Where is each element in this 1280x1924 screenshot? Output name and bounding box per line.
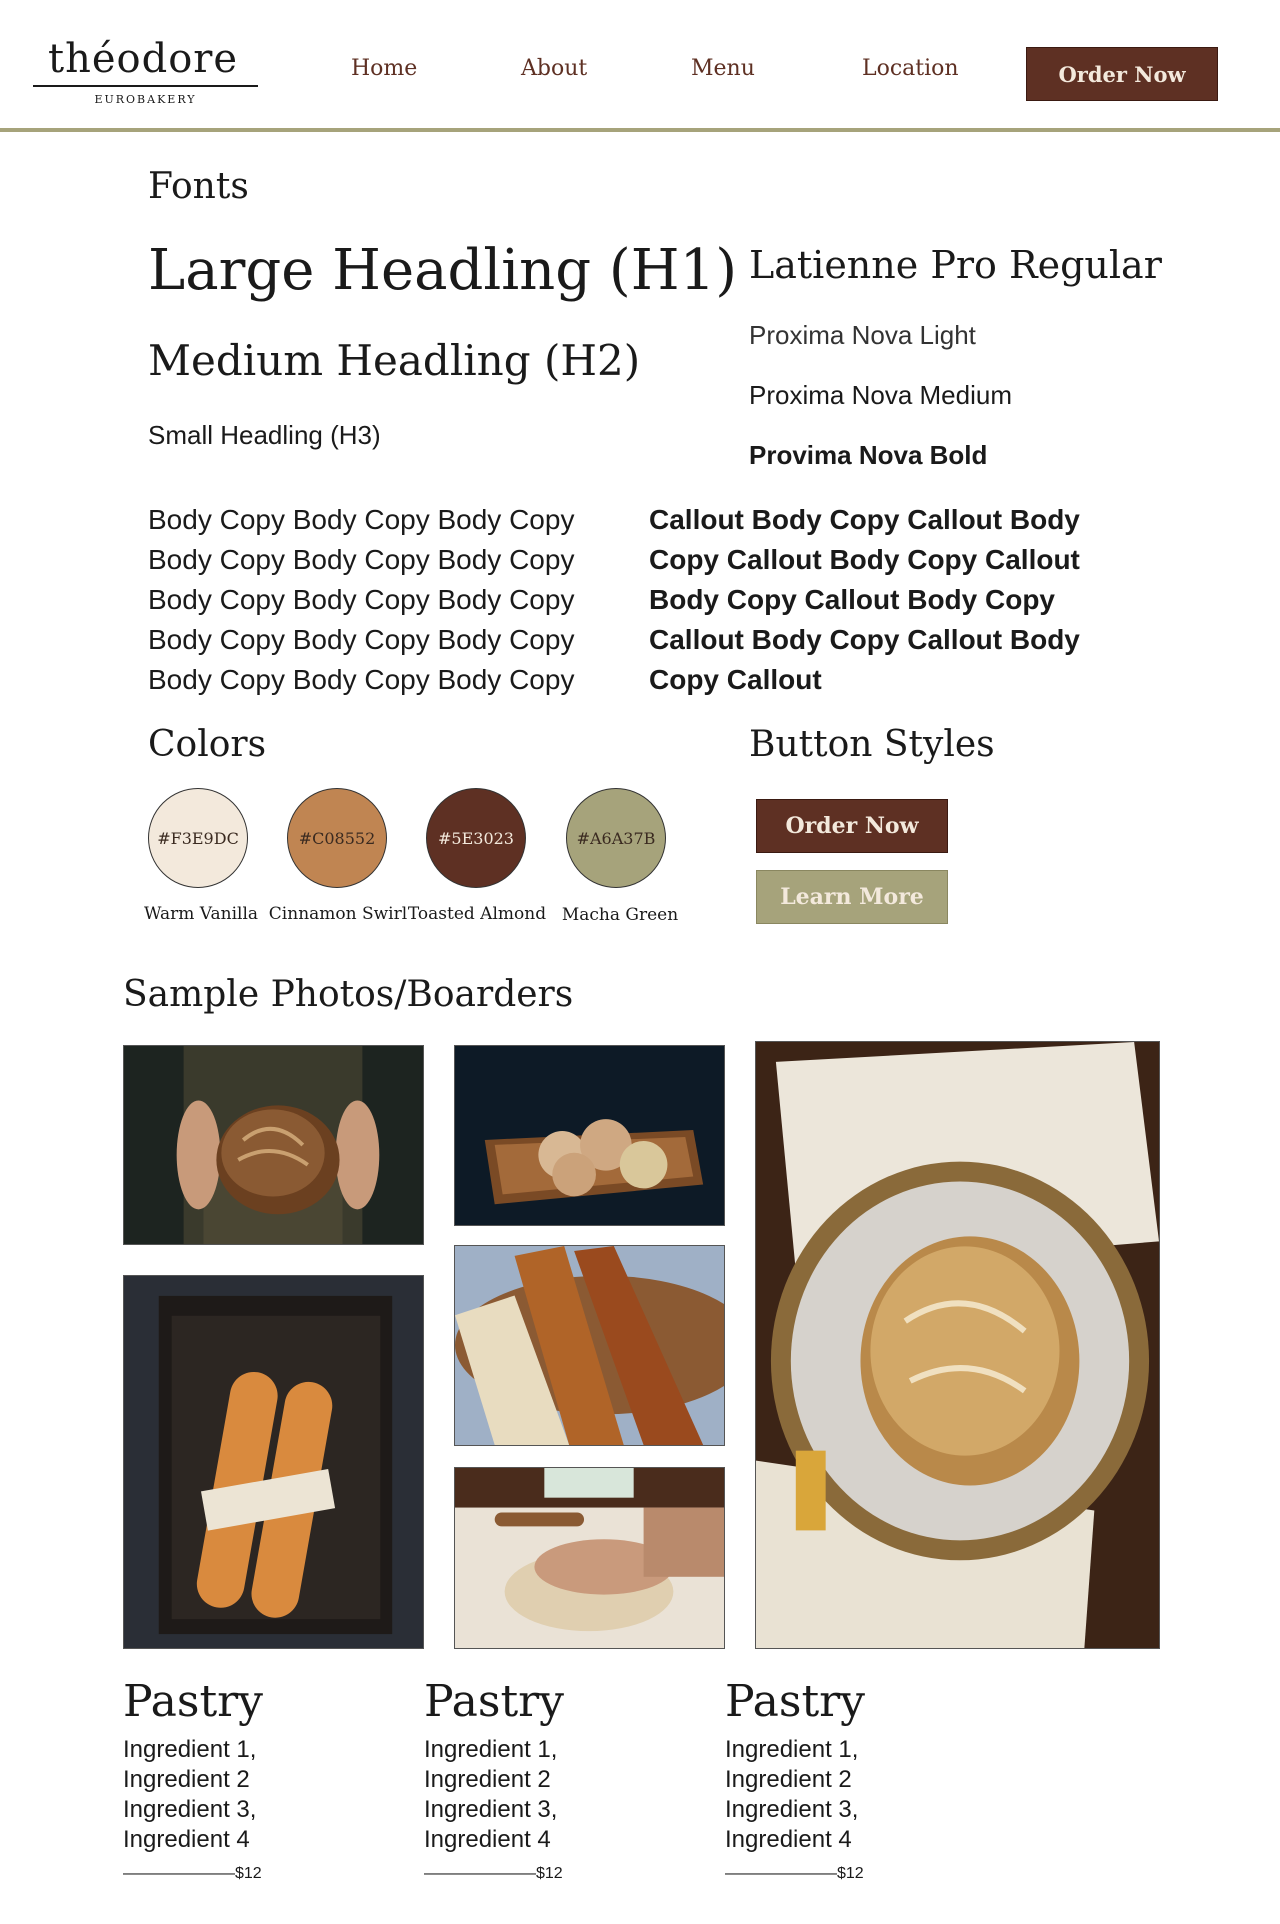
ingredient-line: Ingredient 3, — [123, 1796, 257, 1823]
ingredient-line: Ingredient 3, — [725, 1796, 859, 1823]
swatch-cinnamon-swirl — [287, 788, 387, 888]
pastry-price: ———————$12 — [424, 1865, 563, 1882]
body-copy-sample: Body Copy Body Copy Body Copy Body Copy Body Copy Body Copy Body Copy Body Copy Body Copy Body Copy Body Copy Body Copy Body Copy Body Copy Body Copy — [148, 504, 575, 695]
pastry-card — [424, 1676, 644, 1883]
callout-copy-sample: Callout Body Copy Callout Body Copy Callout Body Copy Callout Body Copy Callout Body Copy Callout Body Copy Callout Body Copy Callout — [649, 504, 1080, 695]
h2-sample: Medium Headling (H2) — [148, 336, 641, 385]
swatch-label: Warm Vanilla — [143, 904, 259, 924]
ingredient-line: Ingredient 2 — [424, 1766, 551, 1793]
photos-section-title: Sample Photos/Boarders — [123, 974, 574, 1015]
ingredient-line: Ingredient 2 — [123, 1766, 250, 1793]
font-name-bold: Provima Nova Bold — [749, 440, 988, 470]
pastry-ingredients — [725, 1735, 945, 1855]
nav-menu-link[interactable]: Menu — [691, 56, 755, 81]
basket-loaf-photo — [755, 1041, 1160, 1649]
bread-held-photo — [123, 1045, 424, 1245]
fonts-section-title: Fonts — [148, 166, 249, 207]
pastry-price: ———————$12 — [725, 1865, 864, 1882]
swatch-label: Macha Green — [561, 905, 679, 925]
swatch-macha-green — [566, 788, 666, 888]
ingredient-line: Ingredient 4 — [123, 1826, 250, 1853]
ingredient-line: Ingredient 2 — [725, 1766, 852, 1793]
learn-more-sample-button[interactable]: Learn More — [756, 870, 948, 924]
logo-underline — [33, 85, 258, 87]
nav-home-link[interactable]: Home — [351, 56, 418, 81]
ingredient-line: Ingredient 4 — [424, 1826, 551, 1853]
pastry-title: Pastry — [725, 1676, 866, 1727]
pastry-card — [725, 1676, 945, 1883]
logo-subtitle: EUROBAKERY — [94, 93, 197, 106]
ingredient-line: Ingredient 1, — [725, 1736, 859, 1763]
pastry-ingredients — [424, 1735, 644, 1855]
ingredient-line: Ingredient 4 — [725, 1826, 852, 1853]
button-styles-title: Button Styles — [749, 724, 995, 765]
swatch-hex: #F3E9DC — [157, 828, 239, 848]
h1-sample: Large Headling (H1) — [148, 238, 738, 303]
pastry-card — [123, 1676, 343, 1883]
kneading-dough-photo — [454, 1467, 725, 1649]
swatch-hex: #C08552 — [298, 828, 376, 848]
logo-wordmark[interactable]: théodore — [48, 36, 239, 82]
baguettes-tray-photo — [123, 1275, 424, 1649]
pastry-title: Pastry — [123, 1676, 264, 1727]
pastry-price: ———————$12 — [123, 1865, 262, 1882]
h3-sample: Small Headling (H3) — [148, 420, 381, 450]
swatch-hex: #A6A37B — [576, 828, 656, 848]
nav-location-link[interactable]: Location — [862, 56, 959, 81]
rolls-board-photo — [454, 1045, 725, 1226]
swatch-warm-vanilla — [148, 788, 248, 888]
swatch-label: Cinnamon Swirl — [268, 904, 408, 924]
order-now-button[interactable]: Order Now — [1026, 47, 1218, 101]
order-now-sample-button[interactable]: Order Now — [756, 799, 948, 853]
nav-about-link[interactable]: About — [521, 56, 588, 81]
pastry-ingredients — [123, 1735, 343, 1855]
header-divider — [0, 128, 1280, 132]
font-name-latienne: Latienne Pro Regular — [749, 243, 1162, 287]
pastry-title: Pastry — [424, 1676, 565, 1727]
font-name-light: Proxima Nova Light — [749, 320, 976, 350]
ingredient-line: Ingredient 3, — [424, 1796, 558, 1823]
swatch-toasted-almond — [426, 788, 526, 888]
sliced-baguettes-photo — [454, 1245, 725, 1446]
font-name-medium: Proxima Nova Medium — [749, 380, 1012, 410]
ingredient-line: Ingredient 1, — [424, 1736, 558, 1763]
swatch-label: Toasted Almond — [407, 904, 547, 924]
colors-section-title: Colors — [148, 724, 267, 765]
ingredient-line: Ingredient 1, — [123, 1736, 257, 1763]
swatch-hex: #5E3023 — [438, 828, 514, 848]
